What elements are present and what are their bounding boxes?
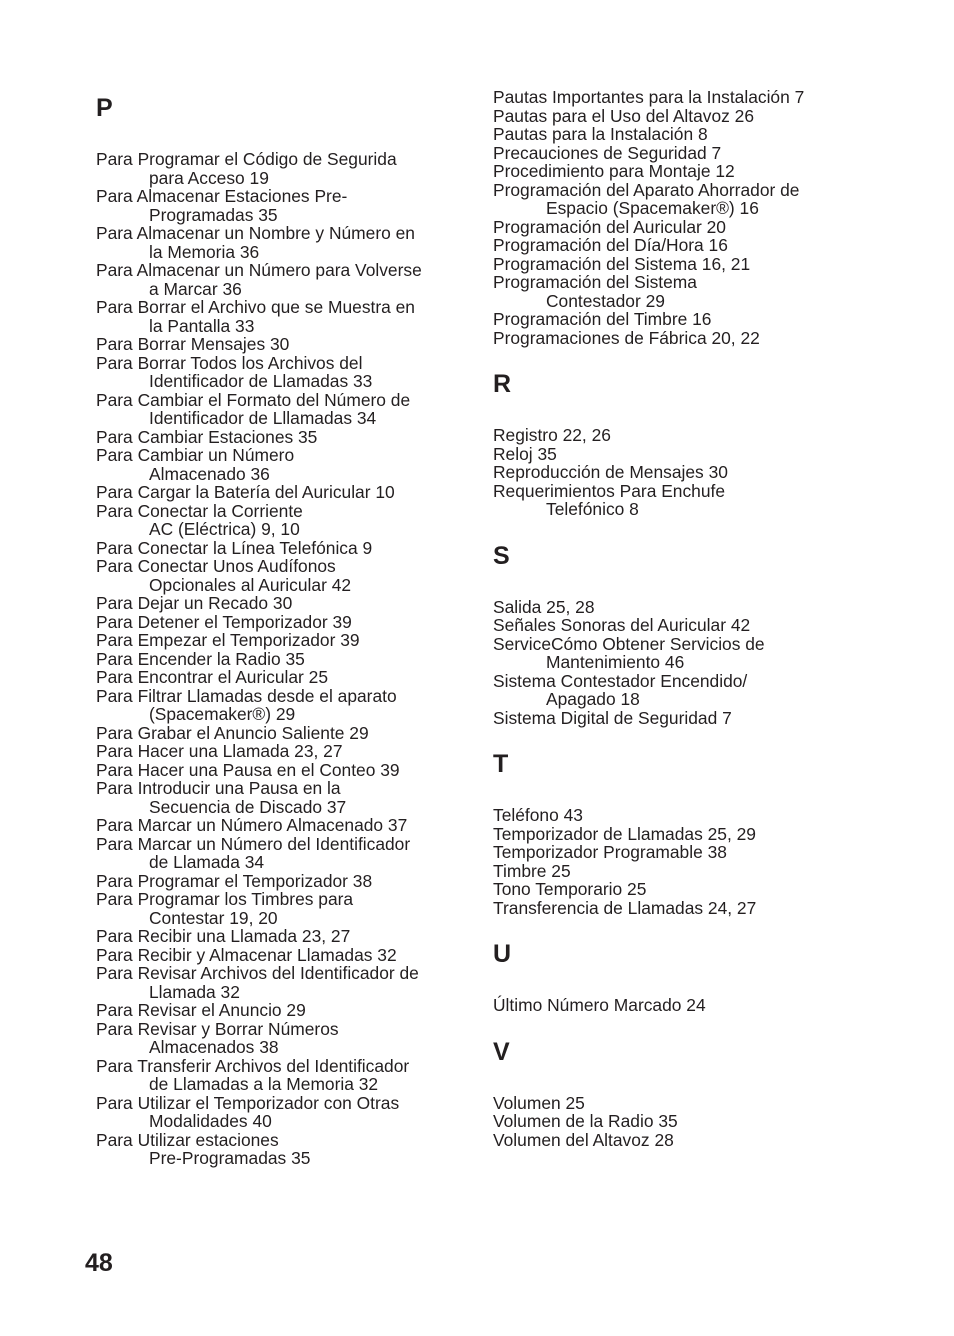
index-entry-text: Para Grabar el Anuncio Saliente 29 xyxy=(96,722,369,743)
index-entry xyxy=(96,187,476,224)
index-entry-continuation: Opcionales al Auricular 42 xyxy=(149,574,352,595)
index-entry-continuation: Telefónico 8 xyxy=(546,499,639,519)
index-entry xyxy=(96,890,476,927)
index-entry-text: Para Conectar la Línea Telefónica 9 xyxy=(96,537,373,558)
index-entry-text: Para Marcar un Número Almacenado 37 xyxy=(96,815,408,835)
index-entry-text: ServiceCómo Obtener Servicios de xyxy=(493,633,765,654)
index-entry-text: Para Cambiar el Formato del Número de xyxy=(96,389,411,410)
index-entry xyxy=(493,236,863,255)
index-entry-text: Precauciones de Seguridad 7 xyxy=(493,142,722,163)
index-entry xyxy=(96,261,476,298)
index-entry-text: Último Número Marcado 24 xyxy=(493,995,706,1015)
index-entry-text: Tono Temporario 25 xyxy=(493,879,647,899)
index-entry-text: Para Programar el Temporizador 38 xyxy=(96,870,373,891)
index-entry-text: Programación del Aparato Ahorrador de xyxy=(493,179,800,200)
index-entry-continuation: Contestar 19, 20 xyxy=(149,907,278,928)
index-entry-continuation: Modalidades 40 xyxy=(149,1111,272,1131)
index-entry xyxy=(96,298,476,335)
index-entry xyxy=(96,650,476,669)
index-entry-list xyxy=(493,426,863,519)
index-entry-text: Para Programar el Código de Segurida xyxy=(96,149,397,169)
index-entry xyxy=(493,310,863,329)
index-entry xyxy=(96,594,476,613)
index-entry-continuation: Almacenado 36 xyxy=(149,463,270,484)
index-entry-text: Sistema Contestador Encendido/ xyxy=(493,670,748,691)
index-entry xyxy=(493,880,863,899)
index-entry-text: Para Revisar el Anuncio 29 xyxy=(96,1000,306,1020)
index-entry xyxy=(493,616,863,635)
index-entry-continuation: Llamada 32 xyxy=(149,981,240,1002)
index-entry-list xyxy=(493,806,863,917)
index-entry xyxy=(493,426,863,445)
index-entry xyxy=(493,672,863,709)
index-entry xyxy=(96,631,476,650)
index-entry xyxy=(96,354,476,391)
index-entry-text: Para Borrar Todos los Archivos del xyxy=(96,352,363,373)
index-letter-heading: U xyxy=(493,940,512,968)
index-entry xyxy=(493,125,863,144)
index-entry-text: Para Marcar un Número del Identificador xyxy=(96,833,411,854)
index-entry-text: Teléfono 43 xyxy=(493,805,583,825)
index-entry-text: Reproducción de Mensajes 30 xyxy=(493,462,728,482)
index-letter-heading: S xyxy=(493,541,510,570)
index-entry xyxy=(493,255,863,274)
index-entry-text: Volumen del Altavoz 28 xyxy=(493,1129,674,1150)
index-entry xyxy=(493,162,863,181)
index-entry-text: Para Hacer una Llamada 23, 27 xyxy=(96,741,343,761)
index-entry xyxy=(493,825,863,844)
index-entry-text: Señales Sonoras del Auricular 42 xyxy=(493,615,751,635)
index-letter-heading: T xyxy=(493,750,509,778)
index-entry-continuation: de Llamadas a la Memoria 32 xyxy=(149,1074,379,1094)
index-entry xyxy=(96,1131,476,1168)
index-entry-continuation: Programadas 35 xyxy=(149,204,278,225)
index-entry xyxy=(96,1020,476,1057)
index-entry xyxy=(493,899,863,918)
index-entry xyxy=(96,557,476,594)
index-entry-continuation: de Llamada 34 xyxy=(149,852,265,872)
index-entry-text: Para Introducir una Pausa en la xyxy=(96,778,341,798)
index-entry xyxy=(493,218,863,237)
index-entry-text: Reloj 35 xyxy=(493,443,557,464)
index-entry xyxy=(96,946,476,965)
index-entry-continuation: Almacenados 38 xyxy=(149,1037,279,1057)
index-entry-continuation: Identificador de Llamadas 33 xyxy=(149,371,373,391)
index-entry-continuation: a Marcar 36 xyxy=(149,278,242,299)
index-entry-list xyxy=(493,996,863,1015)
index-entry-list xyxy=(493,88,863,347)
index-entry-continuation: Pre-Programadas 35 xyxy=(149,1148,311,1168)
index-entry xyxy=(493,273,863,310)
index-entry xyxy=(96,964,476,1001)
index-entry-text: Temporizador Programable 38 xyxy=(493,842,727,862)
index-entry-text: Volumen de la Radio 35 xyxy=(493,1111,678,1131)
index-entry xyxy=(493,144,863,163)
index-entry-text: Para Empezar el Temporizador 39 xyxy=(96,630,360,650)
index-entry-text: Pautas para el Uso del Altavoz 26 xyxy=(493,105,755,126)
index-entry xyxy=(493,635,863,672)
index-entry-text: Para Almacenar Estaciones Pre- xyxy=(96,186,348,206)
index-entry xyxy=(96,224,476,261)
index-letter-heading: P xyxy=(96,94,113,122)
index-entry xyxy=(493,181,863,218)
index-entry-text: Transferencia de Llamadas 24, 27 xyxy=(493,897,757,918)
index-entry-continuation: Identificador de Lllamadas 34 xyxy=(149,408,377,428)
index-entry-continuation: Apagado 18 xyxy=(546,689,640,709)
index-entry-text: Para Detener el Temporizador 39 xyxy=(96,611,352,632)
index-letter-heading: R xyxy=(493,370,512,398)
index-entry-continuation: Mantenimiento 46 xyxy=(546,652,685,672)
index-entry-text: Requerimientos Para Enchufe xyxy=(493,480,726,501)
index-entry-text: Para Hacer una Pausa en el Conteo 39 xyxy=(96,759,400,780)
index-entry-list xyxy=(493,598,863,728)
index-entry-text: Para Conectar Unos Audífonos xyxy=(96,556,336,576)
index-entry-continuation: la Pantalla 33 xyxy=(149,315,255,336)
index-entry-text: Para Encender la Radio 35 xyxy=(96,648,305,669)
index-entry xyxy=(96,446,476,483)
index-entry xyxy=(96,428,476,447)
index-entry-text: Registro 22, 26 xyxy=(493,425,611,445)
index-entry-continuation: para Acceso 19 xyxy=(149,167,269,188)
index-entry xyxy=(493,1094,863,1113)
index-entry xyxy=(493,329,863,348)
index-entry xyxy=(96,150,476,187)
index-entry-continuation: Contestador 29 xyxy=(546,290,665,311)
index-entry xyxy=(96,687,476,724)
index-entry xyxy=(96,668,476,687)
index-entry xyxy=(493,88,863,107)
index-entry-text: Para Cambiar Estaciones 35 xyxy=(96,426,318,447)
index-entry-continuation: Secuencia de Discado 37 xyxy=(149,796,347,817)
index-entry-text: Para Recibir y Almacenar Llamadas 32 xyxy=(96,944,397,965)
index-entry-text: Para Almacenar un Nombre y Número en xyxy=(96,223,415,243)
index-entry-text: Para Dejar un Recado 30 xyxy=(96,593,293,613)
index-entry xyxy=(493,1131,863,1150)
index-entry xyxy=(96,927,476,946)
index-entry xyxy=(96,1057,476,1094)
index-entry-text: Volumen 25 xyxy=(493,1092,585,1113)
index-entry-text: Para Filtrar Llamadas desde el aparato xyxy=(96,685,397,706)
index-entry-text: Para Encontrar el Auricular 25 xyxy=(96,667,328,687)
index-entry xyxy=(493,996,863,1015)
index-entry xyxy=(96,391,476,428)
index-entry-list xyxy=(96,150,476,1168)
index-entry-text: Para Cargar la Batería del Auricular 10 xyxy=(96,482,395,502)
index-entry xyxy=(96,483,476,502)
index-entry-text: Para Almacenar un Número para Volverse xyxy=(96,260,422,280)
index-letter-heading: V xyxy=(493,1037,510,1066)
index-entry xyxy=(493,806,863,825)
index-entry-text: Programación del Día/Hora 16 xyxy=(493,235,728,255)
index-entry-text: Programación del Sistema 16, 21 xyxy=(493,253,751,274)
index-entry xyxy=(493,482,863,519)
index-entry-text: Para Conectar la Corriente xyxy=(96,500,303,521)
index-entry-text: Timbre 25 xyxy=(493,860,571,881)
index-entry-text: Programación del Auricular 20 xyxy=(493,216,726,237)
index-entry-continuation: Espacio (Spacemaker®) 16 xyxy=(546,198,759,218)
index-entry xyxy=(96,872,476,891)
index-entry xyxy=(96,761,476,780)
page-number: 48 xyxy=(85,1249,113,1277)
index-entry xyxy=(493,862,863,881)
index-entry-continuation: la Memoria 36 xyxy=(149,241,260,262)
index-entry-continuation: (Spacemaker®) 29 xyxy=(149,704,296,724)
index-entry xyxy=(96,502,476,539)
index-entry-text: Para Utilizar estaciones xyxy=(96,1129,279,1150)
index-entry xyxy=(96,1001,476,1020)
index-entry-text: Para Revisar y Borrar Números xyxy=(96,1018,339,1039)
index-entry-text: Para Recibir una Llamada 23, 27 xyxy=(96,926,351,946)
index-entry-text: Pautas para la Instalación 8 xyxy=(493,124,708,144)
index-entry-text: Programación del Timbre 16 xyxy=(493,309,712,329)
index-entry-text: Sistema Digital de Seguridad 7 xyxy=(493,707,732,728)
index-entry-text: Procedimiento para Montaje 12 xyxy=(493,161,735,181)
index-entry xyxy=(493,463,863,482)
index-entry-text: Para Programar los Timbres para xyxy=(96,889,354,909)
index-entry-list xyxy=(493,1094,863,1150)
index-entry xyxy=(96,1094,476,1131)
index-entry xyxy=(493,843,863,862)
index-column-left xyxy=(96,88,476,1190)
index-entry xyxy=(96,613,476,632)
index-entry xyxy=(96,816,476,835)
index-entry xyxy=(96,779,476,816)
index-entry xyxy=(493,1112,863,1131)
index-entry-text: Salida 25, 28 xyxy=(493,596,595,617)
index-entry-text: Para Revisar Archivos del Identificador de xyxy=(96,963,419,983)
index-entry xyxy=(493,445,863,464)
index-entry xyxy=(96,335,476,354)
index-entry xyxy=(96,742,476,761)
index-entry xyxy=(96,724,476,743)
index-entry xyxy=(493,107,863,126)
index-entry-text: Para Borrar el Archivo que se Muestra en xyxy=(96,297,415,317)
index-entry xyxy=(96,539,476,558)
index-entry-text: Para Utilizar el Temporizador con Otras xyxy=(96,1092,400,1113)
index-entry-text: Programación del Sistema xyxy=(493,272,697,292)
index-entry-continuation: AC (Eléctrica) 9, 10 xyxy=(149,519,300,539)
index-entry-text: Para Transferir Archivos del Identificador xyxy=(96,1055,410,1076)
index-column-right xyxy=(493,88,863,1171)
index-entry xyxy=(493,709,863,728)
index-entry-text: Pautas Importantes para la Instalación 7 xyxy=(493,87,805,107)
index-entry-text: Para Borrar Mensajes 30 xyxy=(96,334,290,354)
index-entry xyxy=(96,835,476,872)
index-entry-text: Para Cambiar un Número xyxy=(96,445,295,465)
index-entry-text: Programaciones de Fábrica 20, 22 xyxy=(493,327,760,348)
index-entry xyxy=(493,598,863,617)
index-entry-text: Temporizador de Llamadas 25, 29 xyxy=(493,823,756,844)
